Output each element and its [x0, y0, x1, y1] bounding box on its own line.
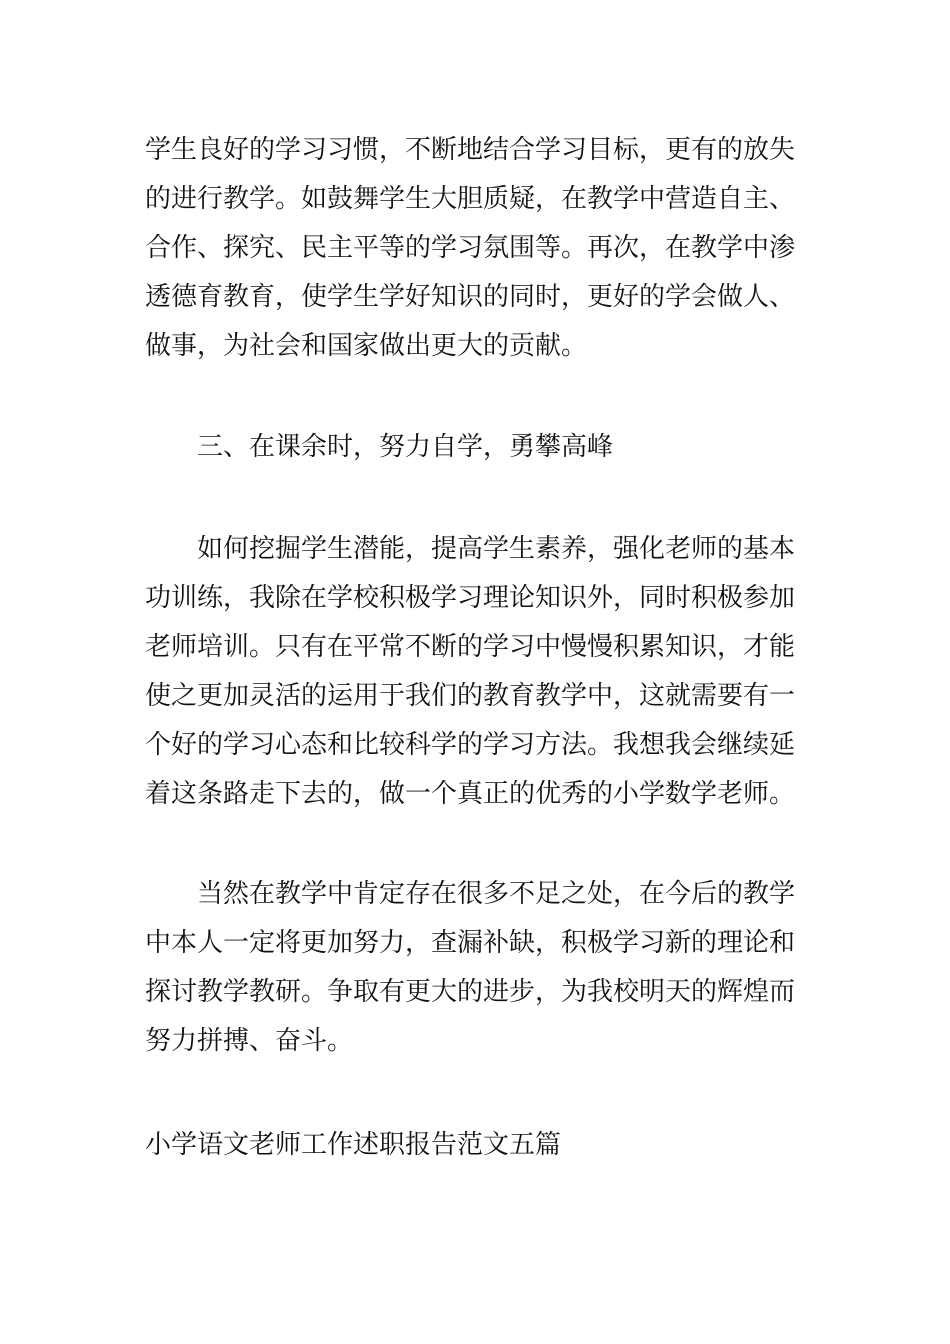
text-line: 着这条路走下去的，做一个真正的优秀的小学数学老师。: [145, 779, 796, 809]
text-line: 的进行教学。如鼓舞学生大胆质疑，在教学中营造自主、: [145, 184, 796, 214]
text-line: 功训练，我除在学校积极学习理论知识外，同时积极参加: [145, 583, 796, 613]
paragraph-self-study: [145, 525, 815, 819]
text-line: 透德育教育，使学生学好知识的同时，更好的学会做人、: [145, 282, 796, 312]
text-line: 合作、探究、民主平等的学习氛围等。再次，在教学中渗: [145, 233, 796, 263]
text-line: 学生良好的学习习惯，不断地结合学习目标，更有的放失: [145, 135, 796, 165]
paragraph-teaching-methods: [145, 126, 815, 371]
text-line: 个好的学习心态和比较科学的学习方法。我想我会继续延: [145, 730, 796, 760]
paragraph-conclusion: [145, 870, 815, 1066]
text-line: 老师培训。只有在平常不断的学习中慢慢积累知识，才能: [145, 632, 796, 662]
next-article-title-text: 小学语文老师工作述职报告范文五篇: [145, 1130, 562, 1160]
text-line: 当然在教学中肯定存在很多不足之处，在今后的教学: [197, 879, 796, 909]
text-line: 使之更加灵活的运用于我们的教育教学中，这就需要有一: [145, 681, 796, 711]
next-article-title: [145, 1121, 815, 1170]
text-line: 做事，为社会和国家做出更大的贡献。: [145, 331, 588, 361]
text-line: 中本人一定将更加努力，查漏补缺，积极学习新的理论和: [145, 928, 796, 958]
text-line: 努力拼搏、奋斗。: [145, 1026, 354, 1056]
section-heading-three: [145, 423, 815, 472]
section-heading-text: 三、在课余时，努力自学，勇攀高峰: [197, 432, 614, 462]
text-line: 如何挖掘学生潜能，提高学生素养，强化老师的基本: [197, 534, 796, 564]
text-line: 探讨教学教研。争取有更大的进步，为我校明天的辉煌而: [145, 977, 796, 1007]
